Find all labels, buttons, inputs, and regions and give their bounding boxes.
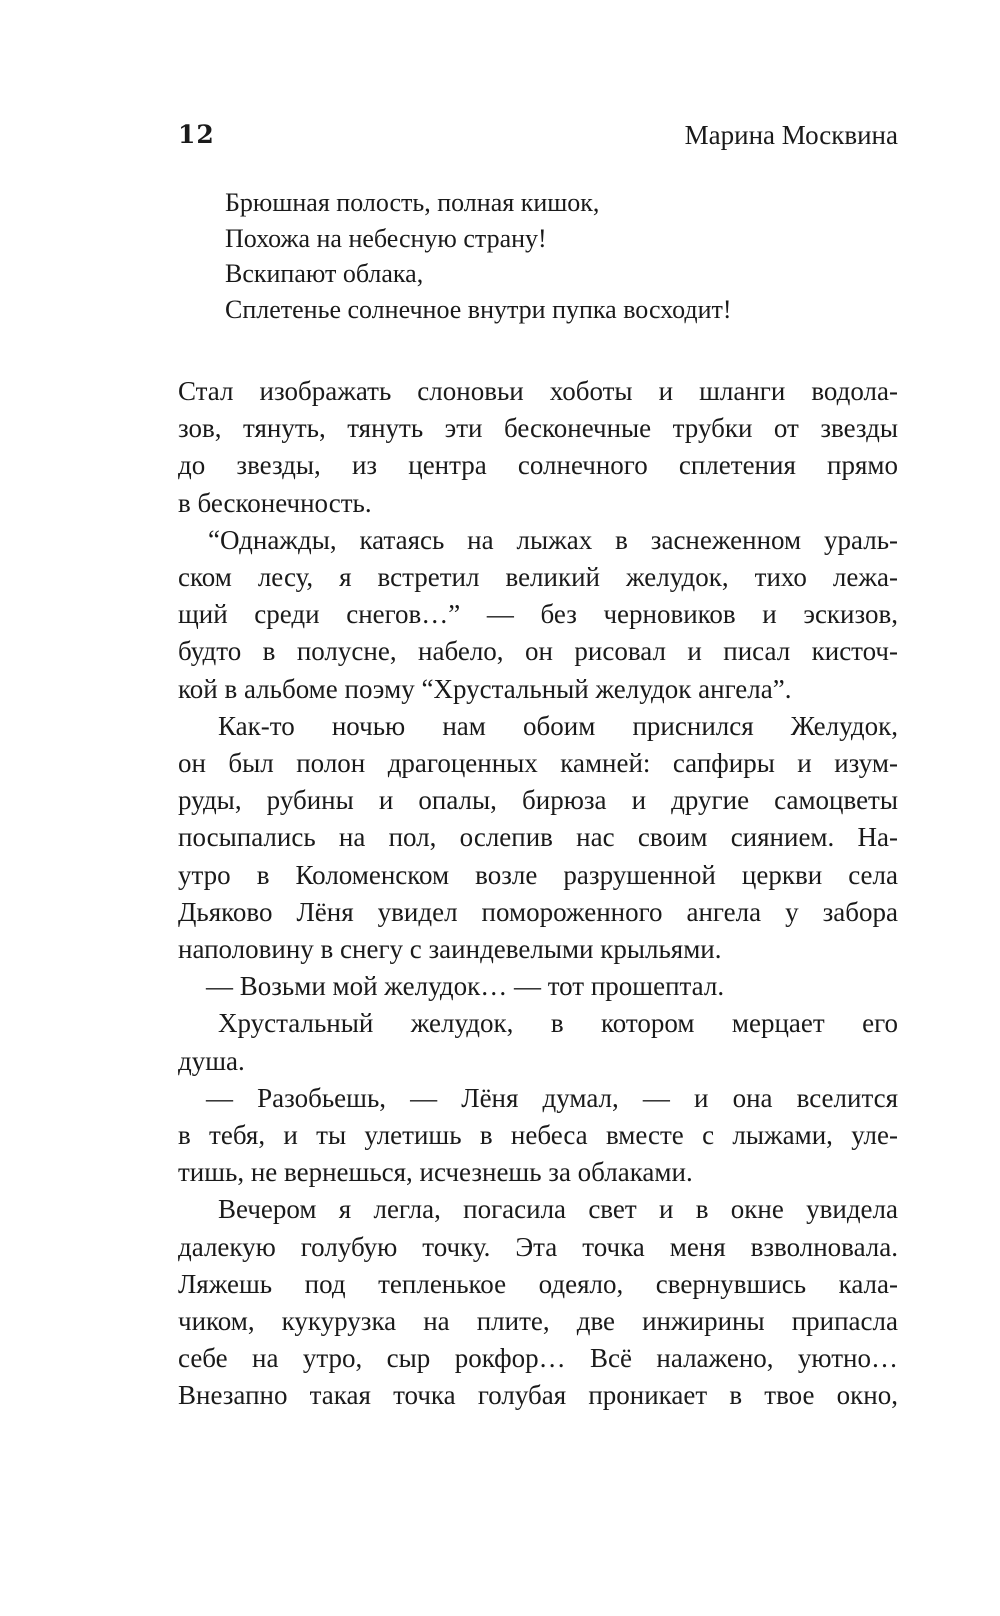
body-text <box>178 373 898 1415</box>
text-line: Хрустальный желудок, в котором мерцает его <box>218 1008 898 1039</box>
text-line: тишь, не вернешься, исчезнешь за облаками. <box>178 1157 693 1188</box>
text-line: “Однажды, катаясь на лыжах в заснеженном ураль- <box>208 524 898 555</box>
poem-line: Вскипают облака, <box>225 259 424 288</box>
text-line: зов, тянуть, тянуть эти бесконечные трубки от звезды <box>178 413 898 444</box>
text-line: руды, рубины и опалы, бирюза и другие самоцветы <box>178 785 898 816</box>
text-line: щий среди снегов…” — без черновиков и эскизов, <box>178 599 898 630</box>
text-line: — Разобьешь, — Лёня думал, — и она вселится <box>206 1082 898 1113</box>
text-line: чиком, кукурузка на плите, две инжирины припасла <box>178 1306 898 1337</box>
text-line: кой в альбоме поэму “Хрустальный желудок ангела”. <box>178 673 792 704</box>
running-head-author: Марина Москвина <box>684 120 898 150</box>
text-line: — Возьми мой желудок… — тот прошептал. <box>206 971 725 1002</box>
text-line: в тебя, и ты улетишь в небеса вместе с лыжами, уле- <box>178 1120 898 1151</box>
text-line: душа. <box>178 1045 245 1076</box>
poem-block <box>225 185 732 327</box>
text-line: далекую голубую точку. Эта точка меня взволновала. <box>178 1231 898 1262</box>
text-line: Стал изображать слоновьи хоботы и шланги водола- <box>178 376 898 406</box>
text-line: Внезапно такая точка голубая проникает в твое окно, <box>178 1380 898 1411</box>
page-number: 12 <box>178 120 215 149</box>
text-line: Как-то ночью нам обоим приснился Желудок, <box>218 710 898 741</box>
text-line: будто в полусне, набело, он рисовал и писал кисточ- <box>178 636 898 667</box>
page-header <box>178 118 898 158</box>
text-line: посыпались на пол, ослепив нас своим сиянием. На- <box>178 822 898 853</box>
text-line: утро в Коломенском возле разрушенной церкви села <box>178 859 898 890</box>
text-line: себе на утро, сыр рокфор… Всё налажено, уютно… <box>178 1343 898 1374</box>
text-line: Ляжешь под тепленькое одеяло, свернувшись кала- <box>178 1268 898 1299</box>
text-line: Вечером я легла, погасила свет и в окне увидела <box>218 1194 898 1225</box>
text-line: наполовину в снегу с заиндевелыми крыльями. <box>178 934 722 965</box>
text-line: в бесконечность. <box>178 487 372 518</box>
text-line: Дьяково Лёня увидел помороженного ангела у забора <box>178 896 898 927</box>
text-line: ском лесу, я встретил великий желудок, тихо лежа- <box>178 562 898 593</box>
poem-line: Похожа на небесную страну! <box>225 223 547 253</box>
poem-line: Брюшная полость, полная кишок, <box>225 188 600 217</box>
text-line: он был полон драгоценных камней: сапфиры и изум- <box>178 748 898 779</box>
text-line: до звезды, из центра солнечного сплетения прямо <box>178 450 898 481</box>
poem-line: Сплетенье солнечное внутри пупка восходит! <box>225 294 732 324</box>
